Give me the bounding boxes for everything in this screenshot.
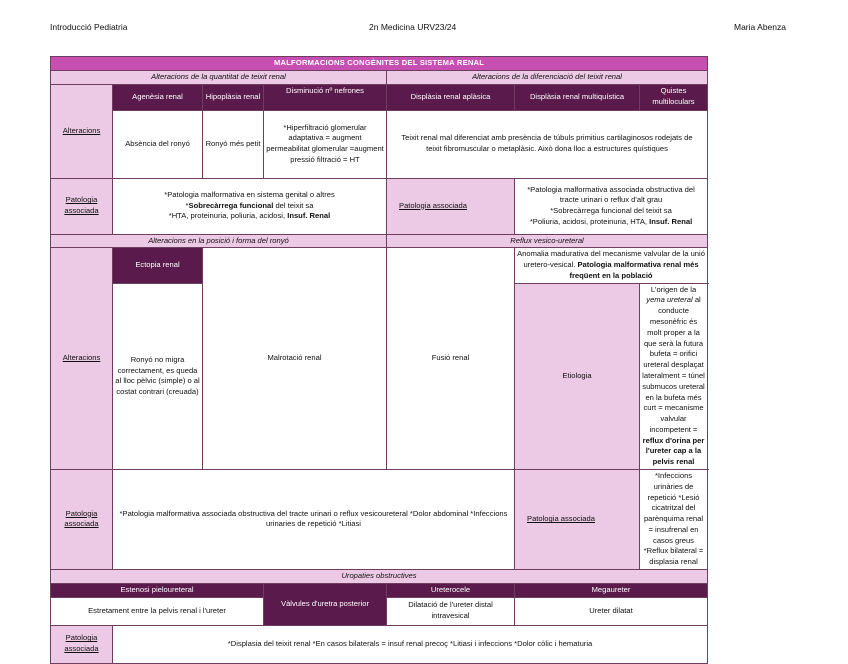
valvules-uretra: Vàlvules d'uretra posterior: [264, 583, 387, 625]
patologia-diferenciacio: *Patologia malformativa associada obstructiva del tracte urinari o reflux d'alt grau *Sobrecàrrega funcional del teixit sa *Poliuria, acidosi, proteinuria, HTA, Insuf. Renal: [515, 178, 708, 234]
patologia-uropaties: *Displasia del teixit renal *En casos bilaterals = insuf renal precoç *Litiasi i infeccions *Dolor còlic i hematuria: [113, 625, 708, 663]
section-quantitat-title: Alteracions de la quantitat de teixit renal: [51, 70, 387, 84]
agenesia-header: Agenèsia renal: [113, 84, 203, 110]
section-reflux-title: Reflux vesico-ureteral: [387, 234, 708, 248]
patologia-quantitat: *Patologia malformativa en sistema genital o altres *Sobrecàrrega funcional del teixit sa *HTA, proteinuria, poliuria, acidosi, Insuf. Renal: [113, 178, 387, 234]
doc-header-subject: Introducció Pediatria: [50, 22, 128, 32]
section-posicio-title: Alteracions en la posició i forma del ronyó: [51, 234, 387, 248]
ectopia-header: Ectopia renal: [113, 248, 203, 283]
hipoplasia-header: Hipoplàsia renal: [203, 84, 264, 110]
ureterocele-body: Dilatació de l'ureter distal intravesical: [387, 597, 515, 625]
megaureter-header: Megaureter: [515, 583, 708, 597]
ureterocele-header: Ureterocele: [387, 583, 515, 597]
patologia-reflux: *Infeccions urinàries de repetició *Lesió cicatritzal del parènquima renal = insufrenal en casos greus *Reflux bilateral = displasia renal: [640, 469, 708, 569]
row-label-alteracions: Alteracions: [51, 84, 113, 178]
diferenciacio-body: Teixit renal mal diferenciat amb presència de túbuls primitius cartilaginosos rodejats de teixit fibromuscular o metaplàsic. Això dona lloc a estructures quístiques: [387, 110, 708, 178]
agenesia-body: Absència del ronyó: [113, 110, 203, 178]
hipoplasia-body: Ronyó més petit: [203, 110, 264, 178]
malrotacio-renal: Malrotació renal: [203, 248, 387, 470]
row-label-patologia-3: Patologia associada: [51, 469, 113, 569]
megaureter-body: Ureter dilatat: [515, 597, 708, 625]
reflux-etiologia: L'origen de la yema ureteral al conducte mesonèfric és molt proper a la que serà la futura bufeta = orifici ureteral desplaçat lateralment = túnel submucos ureteral en la bufeta més curt = mecanisme valvular incompetent = reflux d'orina per l'ureter cap a la pelvis renal: [640, 283, 708, 469]
quistes-multiloculars-header: Quistes multiloculars: [640, 84, 708, 110]
table-title: MALFORMACIONS CONGÈNITES DEL SISTEMA RENAL: [51, 57, 708, 71]
estenosi-header: Estenosi pieloureteral: [51, 583, 264, 597]
doc-header-author: Maria Abenza: [734, 22, 786, 32]
row-label-patologia-2: Patologia associada: [387, 178, 515, 234]
ectopia-body: Ronyó no migra correctament, es queda al lloc pèlvic (simple) o al costat contrari (creuada): [113, 283, 203, 469]
patologia-posicio: *Patologia malformativa associada obstructiva del tracte urinari o reflux vesicoureteral *Dolor abdominal *Infeccions urinaries de repetició *Litiasi: [113, 469, 515, 569]
row-label-patologia-4: Patologia associada: [515, 469, 640, 569]
estenosi-body: Estretament entre la pelvis renal i l'ureter: [51, 597, 264, 625]
section-uropaties-title: Uropaties obstructives: [51, 570, 708, 584]
malformations-table: [50, 56, 708, 664]
row-label-etiologia: Etiologia: [515, 283, 640, 469]
reflux-definicio: Anomalia madurativa del mecanisme valvular de la unió uretero-vesical. Patologia malformativa renal més freqüent en la població: [515, 248, 708, 283]
fusio-renal: Fusió renal: [387, 248, 515, 470]
displasia-multiquistica-header: Displàsia renal multiquística: [515, 84, 640, 110]
row-label-alteracions-2: Alteracions: [51, 248, 113, 470]
displasia-aplasica-header: Displàsia renal aplàsica: [387, 84, 515, 110]
row-label-patologia-5: Patologia associada: [51, 625, 113, 663]
disminucio-body: *Hiperfiltració glomerular adaptativa = augment permeabilitat glomerular =augment pressió filtració = HT: [264, 110, 387, 178]
row-label-patologia-1: Patologia associada: [51, 178, 113, 234]
disminucio-header: Disminució nº nefrones: [264, 84, 387, 110]
doc-header-course: 2n Medicina URV23/24: [369, 22, 457, 32]
section-diferenciacio-title: Alteracions de la diferenciació del teixit renal: [387, 70, 708, 84]
